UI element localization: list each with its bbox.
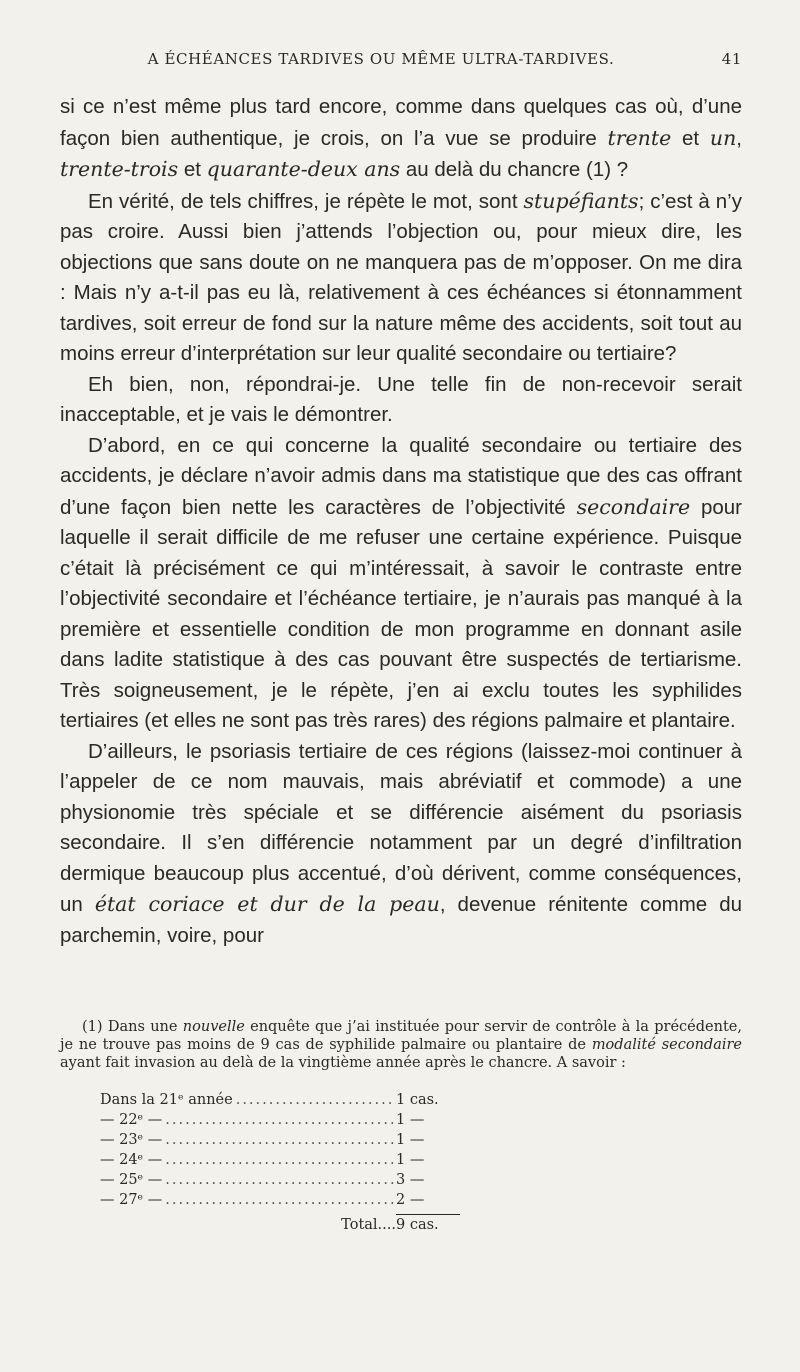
italic-run: modalité secondaire: [591, 1037, 742, 1053]
text-run: ,: [736, 126, 742, 150]
running-title: A ÉCHÉANCES TARDIVES OU MÊME ULTRA-TARDIVES.: [147, 50, 615, 68]
footnote-text: [60, 1018, 742, 1072]
tally-row: [100, 1090, 460, 1110]
text-run: , devenue rénitente comme du parchemin, voire, pour: [60, 893, 743, 947]
italic-run: quarante-deux ans: [206, 157, 401, 181]
tally-value: 1 —: [396, 1132, 425, 1148]
text-run: ; c’est à n’y pas croire. Aussi bien j’attends l’objection ou, pour mieux dire, les objections que sans doute on ne manquera pas de m’opposer. On me dira : Mais n’y a-t-il pas eu là, relativement à ces échéances si étonnamment tardives, soit erreur de fond sur la nature même des accidents, soit tout au moins erreur d’interprétation sur leur qualité secondaire ou tertiaire?: [60, 189, 742, 365]
text-run: En vérité, de tels chiffres, je répète le mot, sont: [88, 189, 524, 213]
text-run: au delà du chancre (1) ?: [400, 158, 629, 181]
tally-label: — 22ᵉ —: [100, 1112, 163, 1128]
tally-total-row: [100, 1214, 460, 1235]
paragraph-1: [60, 92, 742, 186]
total-label: Total....: [341, 1217, 396, 1233]
footnote: [60, 1018, 742, 1072]
italic-run: secondaire: [576, 494, 691, 519]
text-run: D’abord, en ce qui concerne la qualité secondaire ou tertiaire des accidents, je déclare n’avoir admis dans ma statistique que des cas offrant d’une façon bien nette les caractères de l’objectivité: [60, 433, 742, 519]
dot-leader: [162, 1130, 396, 1150]
dot-leader: [162, 1190, 396, 1210]
paragraph-4: [60, 431, 742, 737]
paragraph-5: [60, 737, 742, 952]
tally-value: 3 —: [396, 1172, 425, 1188]
tally-row: [100, 1150, 460, 1170]
tally-row: [100, 1170, 460, 1190]
tally-value: 1 —: [396, 1112, 425, 1128]
tally-row: [100, 1130, 460, 1150]
text-run: ayant fait invasion au delà de la vingtième année après le chancre. A savoir :: [60, 1055, 626, 1071]
tally-label: — 27ᵉ —: [100, 1192, 163, 1208]
italic-run: trente-trois: [60, 157, 179, 181]
text-run: et: [178, 158, 207, 181]
tally-label: — 23ᵉ —: [100, 1132, 163, 1148]
tally-label: — 24ᵉ —: [100, 1152, 163, 1168]
italic-run: état coriace et dur de la peau: [94, 892, 440, 916]
text-run: enquête que j’ai instituée pour servir de contrôle à la précédente, je ne trouve pas moins de 9 cas de syphilide palmaire ou plantaire de: [60, 1019, 742, 1053]
body-text: [60, 92, 742, 951]
tally-label: — 25ᵉ —: [100, 1172, 163, 1188]
text-run: D’ailleurs, le psoriasis tertiaire de ces régions (laissez-moi continuer à l’appeler de ce nom mauvais, mais abréviatif et commode) a une physionomie très spéciale et se différencie aisément du psoriasis secondaire. Il s’en différencie notamment par un degré d’infiltration dermique beaucoup plus accentué, d’où dérivent, comme conséquences, un: [60, 739, 742, 916]
tally-row: [100, 1190, 460, 1210]
dot-leader: [162, 1110, 396, 1130]
tally-value: 1 cas.: [396, 1092, 439, 1108]
text-run: pour laquelle il serait difficile de me refuser une certaine expérience. Puisque c’était là précisément ce qui m’intéressait, à savoir le contraste entre l’objectivité secondaire et l’échéance tertiaire, je n’aurais pas manqué à la première et essentielle condition de mon programme en donnant asile dans ladite statistique à des cas pouvant être suspectés de tertiarisme. Très soigneusement, je le répète, j’en ai exclu toutes les syphilides tertiaires (et elles ne sont pas très rares) des régions palmaire et plantaire.: [60, 495, 742, 732]
italic-run: nouvelle: [182, 1019, 245, 1035]
dot-leader: [162, 1150, 396, 1170]
dot-leader: [233, 1090, 396, 1110]
tally-row: [100, 1110, 460, 1130]
case-tally-table: [100, 1090, 460, 1235]
paragraph-2: [60, 186, 742, 370]
tally-label: Dans la 21ᵉ année: [100, 1092, 233, 1108]
tally-value: 2 —: [396, 1192, 425, 1208]
italic-run: un: [709, 125, 737, 150]
dot-leader: [162, 1170, 396, 1190]
tally-value: 1 —: [396, 1152, 425, 1168]
page-header: [60, 50, 742, 76]
text-run: et: [671, 126, 710, 150]
italic-run: trente: [607, 125, 672, 150]
total-value: 9 cas.: [396, 1214, 460, 1235]
page-number: 41: [721, 50, 742, 68]
text-run: si ce n’est même plus tard encore, comme dans quelques cas où, d’une façon bien authentique, je crois, on l’a vue se produire: [60, 95, 742, 150]
italic-run: stupéfiants: [523, 188, 639, 213]
paragraph-3: Eh bien, non, répondrai-je. Une telle fin de non-recevoir serait inacceptable, et je vais le démontrer.: [60, 372, 742, 426]
text-run: (1) Dans une: [82, 1019, 183, 1035]
